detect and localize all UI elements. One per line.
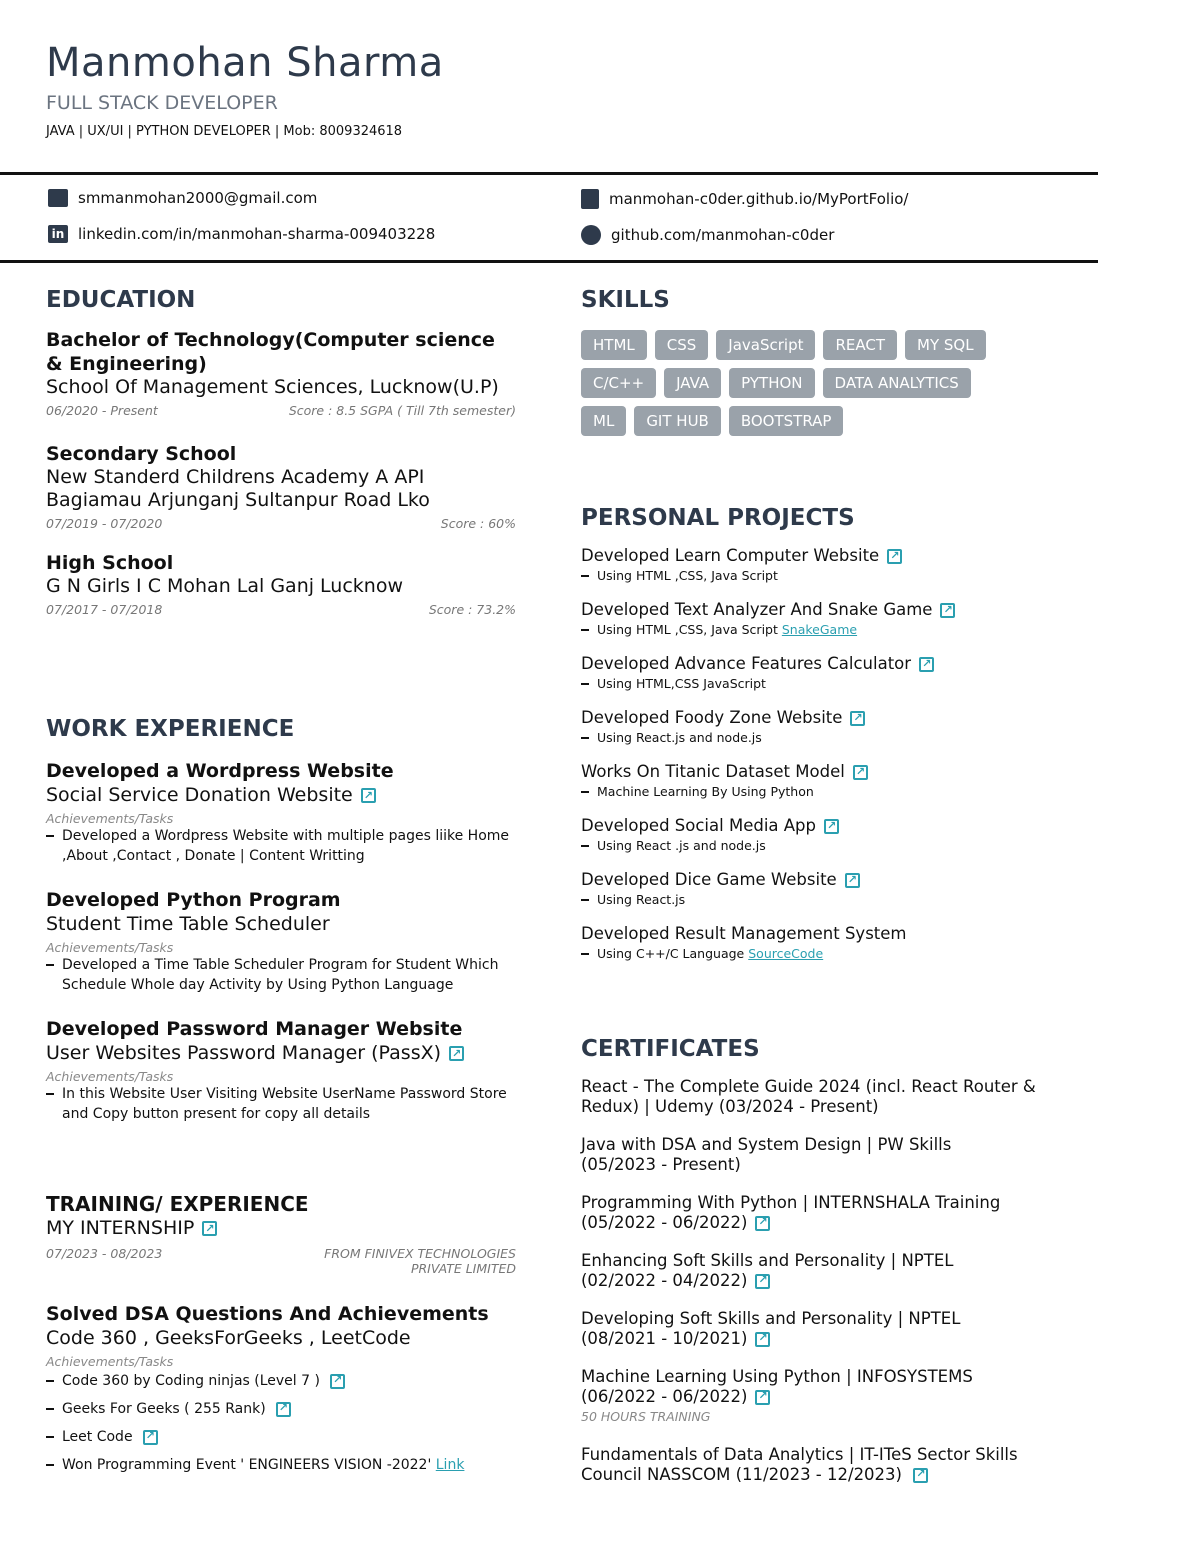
github-text[interactable]: github.com/manmohan-c0der [611,226,835,244]
external-link-icon[interactable] [449,1046,464,1061]
external-link-icon[interactable] [755,1274,770,1289]
certificate-item [581,1135,1051,1175]
achievement-text: Code 360 by Coding ninjas (Level 7 ) [62,1373,320,1389]
project-title: Developed Advance Features Calculator [581,654,912,673]
training-subtitle-text: MY INTERNSHIP [46,1217,195,1239]
portfolio-contact[interactable] [581,189,908,209]
external-link-icon[interactable] [824,819,839,834]
project-tech: Using HTML,CSS JavaScript [581,675,1061,693]
achievement-bullet [46,1371,516,1391]
skill-tag: DATA ANALYTICS [823,368,971,398]
project-title: Developed Learn Computer Website [581,546,880,565]
linkedin-text[interactable]: linkedin.com/in/manmohan-sharma-009403228 [78,225,436,243]
school-name: G N Girls I C Mohan Lal Ganj Lucknow [46,575,404,597]
external-link-icon[interactable] [755,1390,770,1405]
skill-tag: REACT [823,330,897,360]
work-subtitle-text: Student Time Table Scheduler [46,913,330,935]
external-link-icon[interactable] [143,1430,158,1445]
linkedin-contact[interactable] [48,225,435,243]
external-link-icon[interactable] [361,788,376,803]
project-title: Works On Titanic Dataset Model [581,762,845,781]
email-contact[interactable] [48,189,317,207]
degree-title: High School [46,552,174,574]
event-link[interactable]: Link [435,1457,465,1473]
projects-list [581,545,1061,973]
skill-tag: JavaScript [716,330,815,360]
degree-title: Bachelor of Technology(Computer science & Engineering) [46,329,495,375]
dsa-subtitle: Code 360 , GeeksForGeeks , LeetCode [46,1327,411,1349]
project-title: Developed Social Media App [581,816,816,835]
education-score: Score : 73.2% [428,602,516,617]
achievements-label: Achievements/Tasks [46,940,174,955]
work-item [46,1017,516,1124]
work-subtitle [46,912,516,936]
certificates-list [581,1077,1051,1503]
certificate-item [581,1367,1051,1427]
education-meta [46,403,516,418]
skill-tag: MY SQL [905,330,986,360]
snake-game-link[interactable]: SnakeGame [781,622,858,637]
skill-tag: CSS [655,330,709,360]
achievement-bullet: Developed a Wordpress Website with multiple pages liike Home ,About ,Contact , Donate | Content Writting [46,826,516,866]
candidate-name: Manmohan Sharma [46,40,444,86]
project-title: Developed Foody Zone Website [581,708,843,727]
project-item [581,545,1061,585]
website-icon [581,189,599,209]
work-title: Developed a Wordpress Website [46,760,394,782]
work-item [46,759,516,866]
certificate-item [581,1251,1051,1291]
project-tech-text: Using HTML ,CSS, Java Script [597,622,778,637]
job-role: FULL STACK DEVELOPER [46,92,278,114]
achievements-label: Achievements/Tasks [46,811,174,826]
achievement-bullet [46,1427,516,1447]
external-link-icon[interactable] [940,603,955,618]
external-link-icon[interactable] [887,549,902,564]
work-subtitle [46,1041,516,1065]
project-tech: Using React.js [581,891,1061,909]
projects-heading: PERSONAL PROJECTS [581,505,855,531]
achievement-bullet [46,1399,516,1419]
certificate-date: (06/2022 - 06/2022) [581,1387,748,1406]
achievement-bullet [46,1455,516,1475]
work-title: Developed Password Manager Website [46,1018,463,1040]
skill-tag: C/C++ [581,368,656,398]
certificate-date: (05/2023 - Present) [581,1155,741,1174]
training-subtitle [46,1216,516,1240]
achievements-label: Achievements/Tasks [46,1354,174,1369]
project-item [581,761,1061,801]
training-meta [46,1246,516,1276]
project-tech [581,621,1061,639]
certificate-text: React - The Complete Guide 2024 (incl. React Router & Redux) | Udemy (03/2024 - Present) [581,1077,1036,1116]
certificate-date: (05/2022 - 06/2022) [581,1213,748,1232]
project-item [581,707,1061,747]
education-meta [46,602,516,617]
achievement-text: Leet Code [62,1429,133,1445]
project-tech: Using HTML ,CSS, Java Script [581,567,1061,585]
github-icon [581,225,601,245]
work-heading: WORK EXPERIENCE [46,716,295,742]
education-date: 07/2019 - 07/2020 [46,516,163,531]
source-code-link[interactable]: SourceCode [748,946,824,961]
certificate-item [581,1445,1051,1485]
external-link-icon[interactable] [845,873,860,888]
certificate-text: Java with DSA and System Design | PW Skills [581,1135,952,1154]
achievement-text: Won Programming Event ' ENGINEERS VISION -2022' [62,1457,432,1473]
education-score: Score : 60% [440,516,516,531]
work-item [46,888,516,995]
training-org: FROM FINIVEX TECHNOLOGIES PRIVATE LIMITED [324,1246,516,1276]
certificates-heading: CERTIFICATES [581,1036,760,1062]
education-score: Score : 8.5 SGPA ( Till 7th semester) [288,403,516,418]
certificate-text: Machine Learning Using Python | INFOSYSTEMS [581,1367,973,1386]
project-tech: Machine Learning By Using Python [581,783,1061,801]
external-link-icon[interactable] [330,1374,345,1389]
achievement-bullet: Developed a Time Table Scheduler Program for Student Which Schedule Whole day Activity by Using Python Language [46,955,516,995]
external-link-icon[interactable] [276,1402,291,1417]
training-heading: TRAINING/ EXPERIENCE [46,1192,309,1216]
school-name: School Of Management Sciences, Lucknow(U.P) [46,376,499,398]
header-divider-top [0,172,1098,175]
email-text[interactable]: smmanmohan2000@gmail.com [78,189,318,207]
header-divider-bottom [0,260,1098,263]
school-name: New Standerd Childrens Academy A API Bagiamau Arjunganj Sultanpur Road Lko [46,466,430,511]
skill-tag: GIT HUB [634,406,721,436]
external-link-icon[interactable] [853,765,868,780]
education-heading: EDUCATION [46,287,196,313]
skill-tag: PYTHON [729,368,814,398]
certificate-date: (08/2021 - 10/2021) [581,1329,748,1348]
certificate-item [581,1309,1051,1349]
training-section [46,1192,516,1276]
project-item [581,653,1061,693]
tagline: JAVA | UX/UI | PYTHON DEVELOPER | Mob: 8009324618 [46,124,403,139]
project-item [581,869,1061,909]
certificate-note: 50 HOURS TRAINING [581,1409,711,1424]
achievement-text: Geeks For Geeks ( 255 Rank) [62,1401,266,1417]
education-item [46,442,516,531]
skill-tag: HTML [581,330,647,360]
skills-list [581,316,1061,436]
external-link-icon[interactable] [755,1332,770,1347]
github-contact[interactable] [581,225,834,245]
project-title: Developed Text Analyzer And Snake Game [581,600,933,619]
education-date: 07/2017 - 07/2018 [46,602,163,617]
skills-heading: SKILLS [581,287,670,313]
achievements-label: Achievements/Tasks [46,1069,174,1084]
skill-tag: ML [581,406,626,436]
external-link-icon[interactable] [919,657,934,672]
project-title: Developed Result Management System [581,924,907,943]
project-item [581,923,1061,963]
external-link-icon[interactable] [850,711,865,726]
education-list [46,328,516,637]
project-item [581,815,1061,855]
external-link-icon[interactable] [202,1221,217,1236]
linkedin-icon: in [48,225,68,243]
project-title: Developed Dice Game Website [581,870,837,889]
email-icon [48,189,68,207]
certificate-text: Developing Soft Skills and Personality | NPTEL [581,1309,961,1328]
certificate-date: (02/2022 - 04/2022) [581,1271,748,1290]
achievement-bullet: In this Website User Visiting Website UserName Password Store and Copy button present for copy all details [46,1084,516,1124]
certificate-item [581,1077,1051,1117]
dsa-section [46,1302,516,1475]
work-subtitle-text: User Websites Password Manager (PassX) [46,1042,442,1064]
education-item [46,328,516,418]
dsa-title: Solved DSA Questions And Achievements [46,1303,489,1325]
education-item [46,551,516,617]
certificate-text: Enhancing Soft Skills and Personality | NPTEL [581,1251,954,1270]
skill-tag: BOOTSTRAP [729,406,844,436]
work-subtitle [46,783,516,807]
education-meta [46,516,516,531]
external-link-icon[interactable] [755,1216,770,1231]
certificate-text: Programming With Python | INTERNSHALA Training [581,1193,1001,1212]
work-list [46,759,516,1144]
project-tech [581,945,1061,963]
certificate-text: Fundamentals of Data Analytics | IT-ITeS Sector Skills Council NASSCOM (11/2023 - 12/2023) [581,1445,1018,1484]
external-link-icon[interactable] [913,1468,928,1483]
project-tech-text: Using C++/C Language [597,946,745,961]
project-tech: Using React.js and node.js [581,729,1061,747]
portfolio-text[interactable]: manmohan-c0der.github.io/MyPortFolio/ [609,190,909,208]
training-date: 07/2023 - 08/2023 [46,1246,163,1261]
skill-tag: JAVA [664,368,721,398]
project-item [581,599,1061,639]
degree-title: Secondary School [46,443,237,465]
project-tech: Using React .js and node.js [581,837,1061,855]
work-subtitle-text: Social Service Donation Website [46,784,353,806]
work-title: Developed Python Program [46,889,341,911]
education-date: 06/2020 - Present [46,403,158,418]
certificate-item [581,1193,1051,1233]
